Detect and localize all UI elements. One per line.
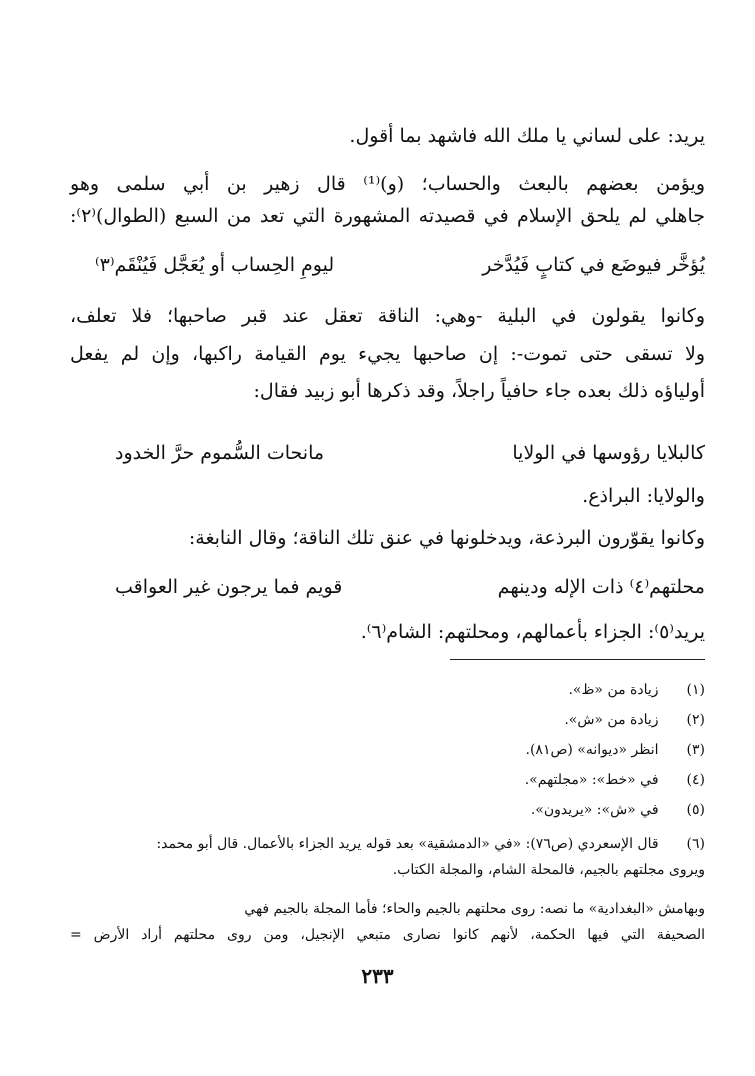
verse-2-first-hemistich: كالبلايا رؤوسها في الولايا bbox=[512, 442, 705, 464]
page-number: ٢٣٣ bbox=[361, 964, 394, 988]
footnote-text: قال الإسعردي (ص٧٦): «في «الدمشقية» بعد قوله يريد الجزاء بالأعمال. قال أبو محمد: bbox=[156, 836, 659, 852]
verse-1-second-hemistich: ليومِ الحِساب أو يُعَجَّل فَيُنْقَم⁽٣⁾ bbox=[95, 254, 335, 276]
footnote-4 bbox=[70, 769, 705, 791]
footnote-number: (١) bbox=[686, 682, 705, 698]
footnote-3 bbox=[70, 739, 705, 761]
verse-1 bbox=[95, 249, 705, 281]
footnote-6-continuation: ويروى مجلتهم بالجيم، فالمحلة الشام، والمجلة الكتاب. bbox=[392, 862, 705, 878]
footnote-text: زيادة من «ظ». bbox=[568, 682, 659, 698]
footnote-5 bbox=[70, 799, 705, 821]
verse-2 bbox=[115, 437, 705, 469]
footnote-number: (٢) bbox=[686, 712, 705, 728]
body-line-5: ولا تسقى حتى تموت-: إن صاحبها يجيء يوم القيامة راكبها، وإن لم يفعل bbox=[70, 343, 705, 365]
body-line-2: ويؤمن بعضهم بالبعث والحساب؛ (و)⁽¹⁾ قال زهير بن أبي سلمى وهو bbox=[70, 173, 705, 195]
verse-3-first-hemistich: محلتهم⁽٤⁾ ذات الإله ودينهم bbox=[497, 576, 705, 598]
verse-1-first-hemistich: يُؤخَّر فيوضَع في كتابٍ فَيُدَّخر bbox=[482, 254, 705, 276]
footnote-number: (٦) bbox=[686, 836, 705, 852]
verse-2-second-hemistich: مانحات السُّموم حرَّ الخدود bbox=[115, 442, 325, 464]
body-line-8: وكانوا يقوّرون البرذعة، ويدخلونها في عنق تلك الناقة؛ وقال النابغة: bbox=[188, 527, 705, 549]
body-line-1: يريد: على لساني يا ملك الله فاشهد بما أقول. bbox=[349, 125, 705, 147]
footnote-number: (٥) bbox=[686, 802, 705, 818]
footnote-text: في «خط»: «مجلتهم». bbox=[524, 772, 659, 788]
body-line-6: أولياؤه ذلك بعده جاء حافياً راجلاً، وقد ذكرها أبو زبيد فقال: bbox=[253, 380, 705, 402]
body-line-7: والولايا: البراذع. bbox=[582, 485, 705, 507]
note-para-line-2: الصحيفة التي فيها الحكمة، لأنهم كانوا نصارى متبعي الإنجيل، ومن روى محلتهم أراد الأرض = bbox=[70, 927, 705, 943]
footnote-separator bbox=[450, 659, 705, 660]
footnote-text: زيادة من «ش». bbox=[564, 712, 659, 728]
footnote-text: انظر «ديوانه» (ص٨١). bbox=[525, 742, 659, 758]
body-line-3: جاهلي لم يلحق الإسلام في قصيدته المشهورة التي تعد من السبع (الطوال)⁽٢⁾: bbox=[70, 205, 705, 227]
verse-3-second-hemistich: قويم فما يرجون غير العواقب bbox=[115, 576, 343, 598]
body-line-9: يريد⁽٥⁾: الجزاء بأعمالهم، ومحلتهم: الشام⁽٦⁾. bbox=[360, 621, 705, 643]
footnote-text: في «ش»: «يريدون». bbox=[530, 802, 659, 818]
verse-3 bbox=[115, 571, 705, 603]
footnote-2 bbox=[70, 709, 705, 731]
footnote-number: (٣) bbox=[686, 742, 705, 758]
footnote-6 bbox=[70, 833, 705, 855]
body-line-4: وكانوا يقولون في البلية -وهي: الناقة تعقل عند قبر صاحبها؛ فلا تعلف، bbox=[70, 305, 705, 327]
note-para-line-1: وبهامش «البغدادية» ما نصه: روى محلتهم بالجيم والحاء؛ فأما المجلة بالجيم فهي bbox=[244, 901, 705, 917]
footnote-number: (٤) bbox=[686, 772, 705, 788]
footnote-1 bbox=[70, 679, 705, 701]
